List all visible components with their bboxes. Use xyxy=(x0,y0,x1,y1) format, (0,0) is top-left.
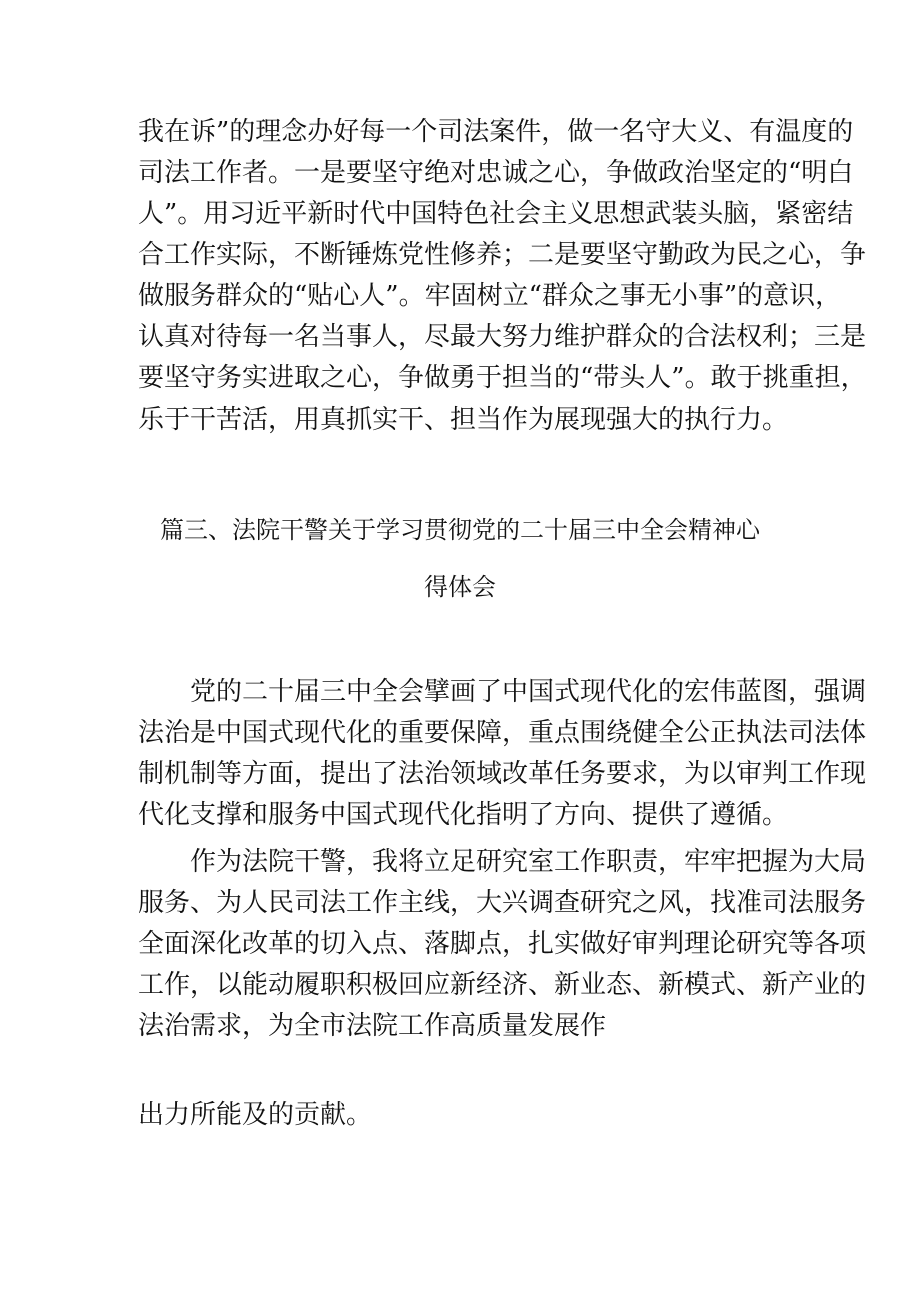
text-line: 做服务群众的“贴心人”。牢固树立“群众之事无小事”的意识， xyxy=(138,281,842,311)
text-line: 人”。用习近平新时代中国特色社会主义思想武装头脑，紧密结 xyxy=(138,199,854,229)
text-line: 司法工作者。一是要坚守绝对忠诚之心，争做政治坚定的“明白 xyxy=(138,158,854,188)
text-line: 乐于干苦活，用真抓实干、担当作为展现强大的执行力。 xyxy=(138,405,789,435)
text-line: 作为法院干警，我将立足研究室工作职责，牢牢把握为大局 xyxy=(190,847,867,877)
text-line: 我在诉”的理念办好每一个司法案件，做一名守大义、有温度的 xyxy=(138,117,854,147)
text-line: 代化支撑和服务中国式现代化指明了方向、提供了遵循。 xyxy=(138,800,789,830)
text-line: 工作，以能动履职积极回应新经济、新业态、新模式、新产业的 xyxy=(138,970,867,1000)
text-line: 法治是中国式现代化的重要保障，重点围绕健全公正执法司法体 xyxy=(138,718,867,748)
text-line: 出力所能及的贡献。 xyxy=(138,1100,373,1130)
heading-line: 得体会 xyxy=(424,573,496,601)
heading-line: 篇三、法院干警关于学习贯彻党的二十届三中全会精神心 xyxy=(160,516,760,544)
text-line: 全面深化改革的切入点、落脚点，扎实做好审判理论研究等各项 xyxy=(138,929,867,959)
text-line: 制机制等方面，提出了法治领域改革任务要求，为以审判工作现 xyxy=(138,759,867,789)
text-line: 法治需求，为全市法院工作高质量发展作 xyxy=(138,1011,607,1041)
text-line: 认真对待每一名当事人，尽最大努力维护群众的合法权利；三是 xyxy=(138,322,867,352)
text-line: 服务、为人民司法工作主线，大兴调查研究之风，找准司法服务 xyxy=(138,888,867,918)
text-line: 党的二十届三中全会擘画了中国式现代化的宏伟蓝图，强调 xyxy=(190,677,867,707)
text-line: 要坚守务实进取之心，争做勇于担当的“带头人”。敢于挑重担， xyxy=(138,363,867,393)
text-line: 合工作实际，不断锤炼党性修养；二是要坚守勤政为民之心，争 xyxy=(138,240,867,270)
